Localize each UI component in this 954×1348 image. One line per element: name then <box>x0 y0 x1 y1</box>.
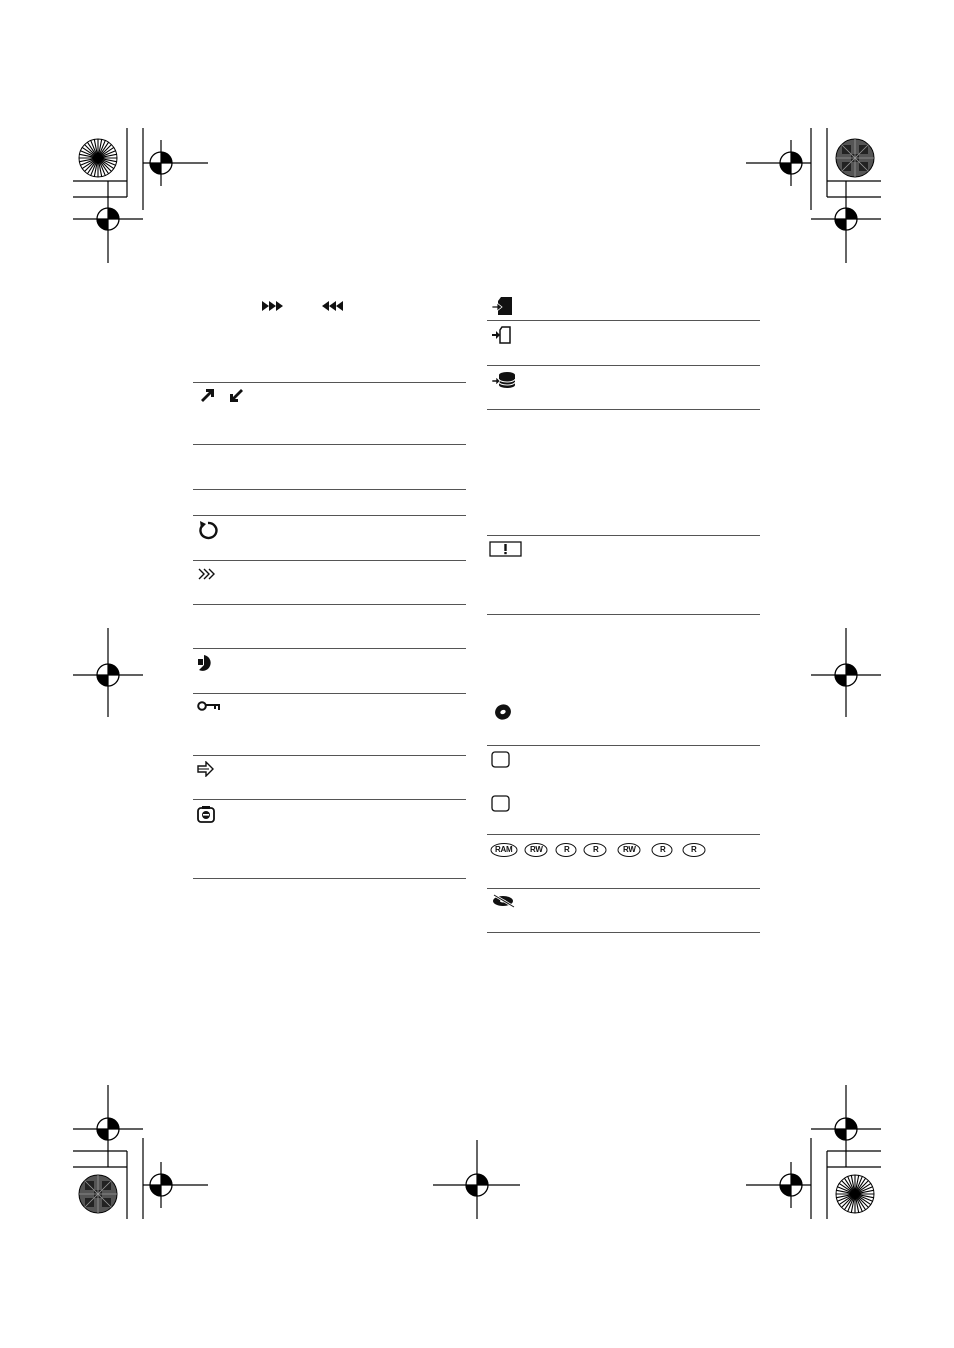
empty-box-icon <box>491 795 511 813</box>
disc-badge-plus-rw: RW <box>623 845 636 854</box>
table-rule <box>193 648 466 649</box>
right-arrow-outline-icon <box>197 761 215 777</box>
copy-to-disc-stack-icon <box>491 371 517 389</box>
no-disc-icon <box>491 893 517 909</box>
disc-badge-rw: RW <box>530 845 543 854</box>
table-rule <box>193 489 466 490</box>
table-rule <box>193 604 466 605</box>
table-rule <box>487 365 760 366</box>
repeat-icon <box>197 520 219 540</box>
table-rule <box>193 382 466 383</box>
disc-badge-plus-r: R <box>660 845 666 854</box>
table-rule <box>487 745 760 746</box>
table-rule <box>487 535 760 536</box>
rewind-icon <box>320 300 344 312</box>
arrow-down-left-icon <box>230 389 243 402</box>
disc-icon <box>494 703 512 721</box>
disc-badge-r-dl: R <box>593 845 599 854</box>
empty-box-icon <box>491 751 511 769</box>
key-icon <box>197 700 221 712</box>
table-rule <box>193 693 466 694</box>
table-rule <box>487 888 760 889</box>
camera-face-icon <box>197 805 215 823</box>
copy-to-empty-card-icon <box>491 326 515 344</box>
table-rule <box>193 799 466 800</box>
table-rule <box>193 878 466 879</box>
disc-badge-ram: RAM <box>495 845 513 854</box>
disc-badge-plus-r-dl: R <box>691 845 697 854</box>
copy-to-card-icon <box>491 296 515 316</box>
skip-forward-icon <box>198 568 218 580</box>
table-rule <box>193 444 466 445</box>
table-rule <box>193 755 466 756</box>
fast-forward-icon <box>262 300 286 312</box>
table-rule <box>487 834 760 835</box>
table-rule <box>487 614 760 615</box>
table-rule <box>487 932 760 933</box>
disc-badge-r: R <box>564 845 570 854</box>
warning-icon <box>489 541 523 557</box>
table-rule <box>487 409 760 410</box>
disc-format-badges <box>490 842 720 858</box>
partial-disc-icon <box>197 654 217 672</box>
table-rule <box>193 560 466 561</box>
table-rule <box>193 515 466 516</box>
arrow-up-right-icon <box>199 388 245 404</box>
table-rule <box>487 320 760 321</box>
